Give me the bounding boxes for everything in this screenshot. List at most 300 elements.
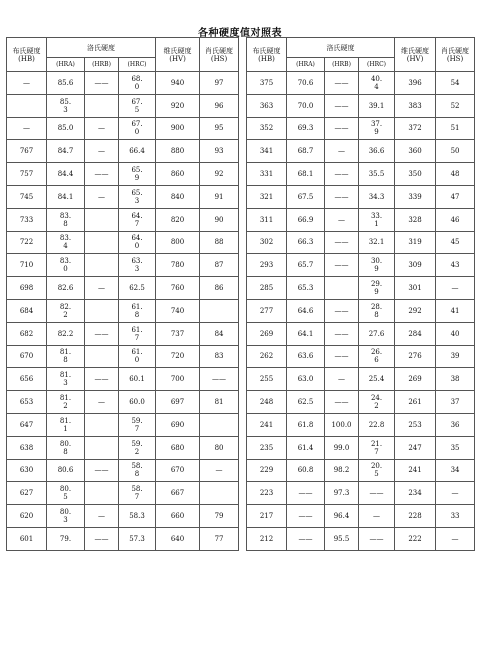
table-cell: 285 <box>247 277 287 300</box>
table-cell: 21. 7 <box>359 436 395 459</box>
table-cell: 83. 4 <box>47 231 85 254</box>
table-cell: 100.0 <box>325 413 359 436</box>
header-hrb: (HRB) <box>85 58 119 72</box>
table-cell <box>85 345 119 368</box>
table-cell: 228 <box>395 505 436 528</box>
table-row <box>7 322 239 345</box>
table-cell: 33. 1 <box>359 208 395 231</box>
table-row <box>247 322 475 345</box>
table-cell: —— <box>287 482 325 505</box>
table-cell: — <box>359 505 395 528</box>
table-cell: —— <box>325 185 359 208</box>
table-cell: 39.1 <box>359 94 395 117</box>
table-row <box>247 299 475 322</box>
table-cell: 58.3 <box>119 505 156 528</box>
table-cell: 85.6 <box>47 72 85 95</box>
header-hb: 布氏硬度 (HB) <box>7 38 47 72</box>
page-title: 各种硬度值对照表 <box>198 28 282 39</box>
table-cell: 67. 0 <box>119 117 156 140</box>
table-cell: 22.8 <box>359 413 395 436</box>
table-cell: 32.1 <box>359 231 395 254</box>
table-row <box>247 208 475 231</box>
table-cell: 96.4 <box>325 505 359 528</box>
table-row <box>7 277 239 300</box>
table-cell: 80. 8 <box>47 436 85 459</box>
table-cell: 39 <box>436 345 475 368</box>
table-cell: 63.0 <box>287 368 325 391</box>
table-row <box>247 368 475 391</box>
table-cell: 92 <box>200 163 239 186</box>
table-cell: — <box>85 505 119 528</box>
table-row <box>247 231 475 254</box>
table-cell <box>85 436 119 459</box>
table-row <box>7 254 239 277</box>
table-row <box>7 527 239 550</box>
table-cell: 293 <box>247 254 287 277</box>
table-cell: — <box>325 368 359 391</box>
table-cell: 81. 1 <box>47 413 85 436</box>
table-cell: 64. 7 <box>119 208 156 231</box>
table-cell <box>200 482 239 505</box>
table-cell: —— <box>287 505 325 528</box>
table-cell <box>85 299 119 322</box>
table-cell: 90 <box>200 208 239 231</box>
hardness-table-right <box>246 37 475 551</box>
table-cell: 63. 3 <box>119 254 156 277</box>
header-rockwell: 洛氏硬度 <box>287 38 395 58</box>
table-row <box>7 163 239 186</box>
table-cell <box>200 299 239 322</box>
table-cell: —— <box>85 368 119 391</box>
header-hrc: (HRC) <box>359 58 395 72</box>
table-row <box>247 277 475 300</box>
table-cell: 84 <box>200 322 239 345</box>
table-cell: 35.5 <box>359 163 395 186</box>
table-cell: 684 <box>7 299 47 322</box>
table-cell: 20. 5 <box>359 459 395 482</box>
table-cell: 710 <box>7 254 47 277</box>
header-hrc: (HRC) <box>119 58 156 72</box>
table-cell: 84.1 <box>47 185 85 208</box>
header-hra: (HRA) <box>47 58 85 72</box>
table-cell: 222 <box>395 527 436 550</box>
table-cell: 277 <box>247 299 287 322</box>
table-cell: —— <box>325 345 359 368</box>
table-cell: 229 <box>247 459 287 482</box>
table-row <box>247 505 475 528</box>
table-cell: 37. 9 <box>359 117 395 140</box>
table-cell <box>85 94 119 117</box>
table-cell: 235 <box>247 436 287 459</box>
table-cell: —— <box>325 254 359 277</box>
table-cell: 760 <box>156 277 200 300</box>
table-cell <box>7 94 47 117</box>
table-cell: 59. 7 <box>119 413 156 436</box>
table-cell: 653 <box>7 391 47 414</box>
table-cell: 98.2 <box>325 459 359 482</box>
table-cell: 64. 0 <box>119 231 156 254</box>
table-cell: 80. 5 <box>47 482 85 505</box>
table-cell: 79. <box>47 527 85 550</box>
table-cell: 24. 2 <box>359 391 395 414</box>
header-hs: 肖氏硬度 (HS) <box>200 38 239 72</box>
table-cell: 638 <box>7 436 47 459</box>
table-cell: 29. 9 <box>359 277 395 300</box>
table-cell: — <box>325 208 359 231</box>
table-cell: 328 <box>395 208 436 231</box>
table-cell: 48 <box>436 163 475 186</box>
table-cell: 68.1 <box>287 163 325 186</box>
table-cell: — <box>85 185 119 208</box>
table-row <box>247 185 475 208</box>
table-cell: 302 <box>247 231 287 254</box>
table-cell: 269 <box>395 368 436 391</box>
header-hv: 维氏硬度 (HV) <box>395 38 436 72</box>
table-cell: 80.6 <box>47 459 85 482</box>
table-cell: 321 <box>247 185 287 208</box>
table-cell: 58. 8 <box>119 459 156 482</box>
table-cell: 262 <box>247 345 287 368</box>
table-cell: 940 <box>156 72 200 95</box>
table-row <box>7 94 239 117</box>
table-cell: 47 <box>436 185 475 208</box>
table-cell: 67.5 <box>287 185 325 208</box>
table-cell: 241 <box>395 459 436 482</box>
table-cell: —— <box>325 299 359 322</box>
table-cell: 85. 3 <box>47 94 85 117</box>
table-cell: — <box>85 140 119 163</box>
header-hb: 布氏硬度 (HB) <box>247 38 287 72</box>
table-cell: 301 <box>395 277 436 300</box>
table-cell <box>85 231 119 254</box>
table-cell: 34 <box>436 459 475 482</box>
table-cell: 64.1 <box>287 322 325 345</box>
table-cell: 360 <box>395 140 436 163</box>
table-cell: 81 <box>200 391 239 414</box>
table-row <box>247 117 475 140</box>
table-cell: 40. 4 <box>359 72 395 95</box>
table-cell: 61. 8 <box>119 299 156 322</box>
table-cell: 61.4 <box>287 436 325 459</box>
table-row <box>247 413 475 436</box>
header-hrb: (HRB) <box>325 58 359 72</box>
table-row <box>247 527 475 550</box>
table-cell: 247 <box>395 436 436 459</box>
table-cell: 331 <box>247 163 287 186</box>
table-cell: 733 <box>7 208 47 231</box>
table-cell: 656 <box>7 368 47 391</box>
table-cell <box>200 413 239 436</box>
table-cell: 223 <box>247 482 287 505</box>
table-cell: 234 <box>395 482 436 505</box>
table-cell: 95.5 <box>325 527 359 550</box>
table-cell: 81. 2 <box>47 391 85 414</box>
table-cell: 68. 0 <box>119 72 156 95</box>
table-cell: 63.6 <box>287 345 325 368</box>
table-cell <box>85 413 119 436</box>
table-cell: 41 <box>436 299 475 322</box>
table-row <box>247 482 475 505</box>
table-cell: 740 <box>156 299 200 322</box>
table-cell: 26. 6 <box>359 345 395 368</box>
table-cell: 680 <box>156 436 200 459</box>
table-cell: 70.6 <box>287 72 325 95</box>
header-hv: 维氏硬度 (HV) <box>156 38 200 72</box>
table-cell: 757 <box>7 163 47 186</box>
table-cell: 667 <box>156 482 200 505</box>
table-cell: 84.4 <box>47 163 85 186</box>
table-cell <box>85 254 119 277</box>
table-cell: 82.6 <box>47 277 85 300</box>
table-cell: 363 <box>247 94 287 117</box>
table-row <box>7 482 239 505</box>
table-cell: 43 <box>436 254 475 277</box>
table-row <box>7 345 239 368</box>
table-row <box>247 163 475 186</box>
table-cell: 88 <box>200 231 239 254</box>
table-cell: —— <box>325 231 359 254</box>
table-row <box>7 391 239 414</box>
table-cell: — <box>7 72 47 95</box>
table-cell: 350 <box>395 163 436 186</box>
table-cell: 59. 2 <box>119 436 156 459</box>
table-cell: —— <box>359 527 395 550</box>
table-cell: 341 <box>247 140 287 163</box>
table-cell: 95 <box>200 117 239 140</box>
table-body-right <box>247 72 475 551</box>
table-cell: 900 <box>156 117 200 140</box>
table-cell: 51 <box>436 117 475 140</box>
table-row <box>247 72 475 95</box>
table-cell: 860 <box>156 163 200 186</box>
table-cell: 253 <box>395 413 436 436</box>
table-cell: 630 <box>7 459 47 482</box>
table-cell: 241 <box>247 413 287 436</box>
table-row <box>247 94 475 117</box>
table-cell: 920 <box>156 94 200 117</box>
table-cell: 33 <box>436 505 475 528</box>
table-cell: 880 <box>156 140 200 163</box>
table-cell <box>85 482 119 505</box>
table-cell: 83 <box>200 345 239 368</box>
table-row <box>7 140 239 163</box>
table-cell: 83. 0 <box>47 254 85 277</box>
table-cell: 60.8 <box>287 459 325 482</box>
table-cell: 70.0 <box>287 94 325 117</box>
table-cell: 67. 5 <box>119 94 156 117</box>
table-cell: 68.7 <box>287 140 325 163</box>
table-cell: 66.4 <box>119 140 156 163</box>
table-cell: —— <box>359 482 395 505</box>
table-cell: — <box>85 277 119 300</box>
table-cell: —— <box>85 72 119 95</box>
table-cell: 60.1 <box>119 368 156 391</box>
table-cell: 97.3 <box>325 482 359 505</box>
table-cell: 30. 9 <box>359 254 395 277</box>
table-cell: 61.8 <box>287 413 325 436</box>
table-row <box>7 208 239 231</box>
table-cell: —— <box>325 391 359 414</box>
table-cell: 80 <box>200 436 239 459</box>
table-cell: 93 <box>200 140 239 163</box>
table-cell: 284 <box>395 322 436 345</box>
table-cell: — <box>85 391 119 414</box>
table-cell: —— <box>325 322 359 345</box>
table-row <box>247 140 475 163</box>
table-cell: 34.3 <box>359 185 395 208</box>
table-row <box>7 436 239 459</box>
table-cell: 27.6 <box>359 322 395 345</box>
table-cell: 292 <box>395 299 436 322</box>
table-cell: 38 <box>436 368 475 391</box>
table-row <box>7 117 239 140</box>
table-row <box>7 299 239 322</box>
table-cell: 80. 3 <box>47 505 85 528</box>
table-cell: 62.5 <box>119 277 156 300</box>
table-cell: 620 <box>7 505 47 528</box>
table-cell: —— <box>85 163 119 186</box>
table-row <box>7 231 239 254</box>
table-cell: 737 <box>156 322 200 345</box>
table-cell: 82.2 <box>47 322 85 345</box>
table-cell: 309 <box>395 254 436 277</box>
table-cell: 261 <box>395 391 436 414</box>
header-hra: (HRA) <box>287 58 325 72</box>
table-cell <box>325 277 359 300</box>
table-cell: 61. 0 <box>119 345 156 368</box>
table-cell: 311 <box>247 208 287 231</box>
table-cell: — <box>436 482 475 505</box>
table-cell: — <box>436 277 475 300</box>
table-cell: 647 <box>7 413 47 436</box>
table-cell: 800 <box>156 231 200 254</box>
table-cell: — <box>85 117 119 140</box>
table-cell: 276 <box>395 345 436 368</box>
table-cell: 28. 8 <box>359 299 395 322</box>
table-row <box>247 345 475 368</box>
table-cell: 319 <box>395 231 436 254</box>
table-cell: 58. 7 <box>119 482 156 505</box>
table-cell: 82. 2 <box>47 299 85 322</box>
table-cell <box>85 208 119 231</box>
table-row <box>247 436 475 459</box>
table-cell: 62.5 <box>287 391 325 414</box>
table-cell: 217 <box>247 505 287 528</box>
table-cell: 660 <box>156 505 200 528</box>
table-cell: 36.6 <box>359 140 395 163</box>
table-cell: 69.3 <box>287 117 325 140</box>
table-row <box>247 459 475 482</box>
table-row <box>7 368 239 391</box>
table-cell: — <box>7 117 47 140</box>
table-cell: — <box>325 140 359 163</box>
header-rockwell: 洛氏硬度 <box>47 38 156 58</box>
table-cell: — <box>436 527 475 550</box>
table-cell: 682 <box>7 322 47 345</box>
table-row <box>7 459 239 482</box>
table-cell: 601 <box>7 527 47 550</box>
table-cell: 50 <box>436 140 475 163</box>
table-cell: —— <box>325 117 359 140</box>
table-cell: 66.9 <box>287 208 325 231</box>
table-cell: 36 <box>436 413 475 436</box>
table-cell: 57.3 <box>119 527 156 550</box>
table-cell: —— <box>200 368 239 391</box>
table-cell: 40 <box>436 322 475 345</box>
hardness-table-left <box>6 37 239 551</box>
table-cell: 65. 3 <box>119 185 156 208</box>
table-cell: 77 <box>200 527 239 550</box>
table-cell: 767 <box>7 140 47 163</box>
table-cell: 91 <box>200 185 239 208</box>
table-cell: 61. 7 <box>119 322 156 345</box>
table-cell: 352 <box>247 117 287 140</box>
table-cell: 697 <box>156 391 200 414</box>
table-cell: 66.3 <box>287 231 325 254</box>
table-cell: 84.7 <box>47 140 85 163</box>
table-cell: —— <box>85 527 119 550</box>
table-cell: 35 <box>436 436 475 459</box>
table-cell: 45 <box>436 231 475 254</box>
table-cell: 46 <box>436 208 475 231</box>
table-cell: —— <box>325 72 359 95</box>
header-hs: 肖氏硬度 (HS) <box>436 38 475 72</box>
table-cell: 64.6 <box>287 299 325 322</box>
table-row <box>7 505 239 528</box>
table-row <box>7 185 239 208</box>
table-cell: —— <box>325 94 359 117</box>
table-cell: 722 <box>7 231 47 254</box>
table-cell: 396 <box>395 72 436 95</box>
table-row <box>7 413 239 436</box>
table-cell: 698 <box>7 277 47 300</box>
table-row <box>7 72 239 95</box>
table-cell: 212 <box>247 527 287 550</box>
table-cell: 81. 3 <box>47 368 85 391</box>
table-cell: 60.0 <box>119 391 156 414</box>
table-cell: —— <box>85 459 119 482</box>
table-cell: 96 <box>200 94 239 117</box>
table-cell: 81. 8 <box>47 345 85 368</box>
table-cell: 99.0 <box>325 436 359 459</box>
table-cell: 339 <box>395 185 436 208</box>
table-cell: 640 <box>156 527 200 550</box>
table-cell: 65.3 <box>287 277 325 300</box>
table-cell: 65.7 <box>287 254 325 277</box>
table-cell: 85.0 <box>47 117 85 140</box>
table-cell: 52 <box>436 94 475 117</box>
table-cell: — <box>200 459 239 482</box>
table-cell: —— <box>287 527 325 550</box>
table-cell: 820 <box>156 208 200 231</box>
table-cell: 780 <box>156 254 200 277</box>
table-cell: 37 <box>436 391 475 414</box>
table-cell: 54 <box>436 72 475 95</box>
table-row <box>247 254 475 277</box>
table-cell: —— <box>325 163 359 186</box>
table-cell: 83. 8 <box>47 208 85 231</box>
table-cell: 269 <box>247 322 287 345</box>
table-cell: 87 <box>200 254 239 277</box>
table-cell: 720 <box>156 345 200 368</box>
table-body-left <box>7 72 239 551</box>
table-cell: 97 <box>200 72 239 95</box>
table-row <box>247 391 475 414</box>
table-cell: 372 <box>395 117 436 140</box>
table-cell: —— <box>85 322 119 345</box>
table-cell: 383 <box>395 94 436 117</box>
table-cell: 690 <box>156 413 200 436</box>
